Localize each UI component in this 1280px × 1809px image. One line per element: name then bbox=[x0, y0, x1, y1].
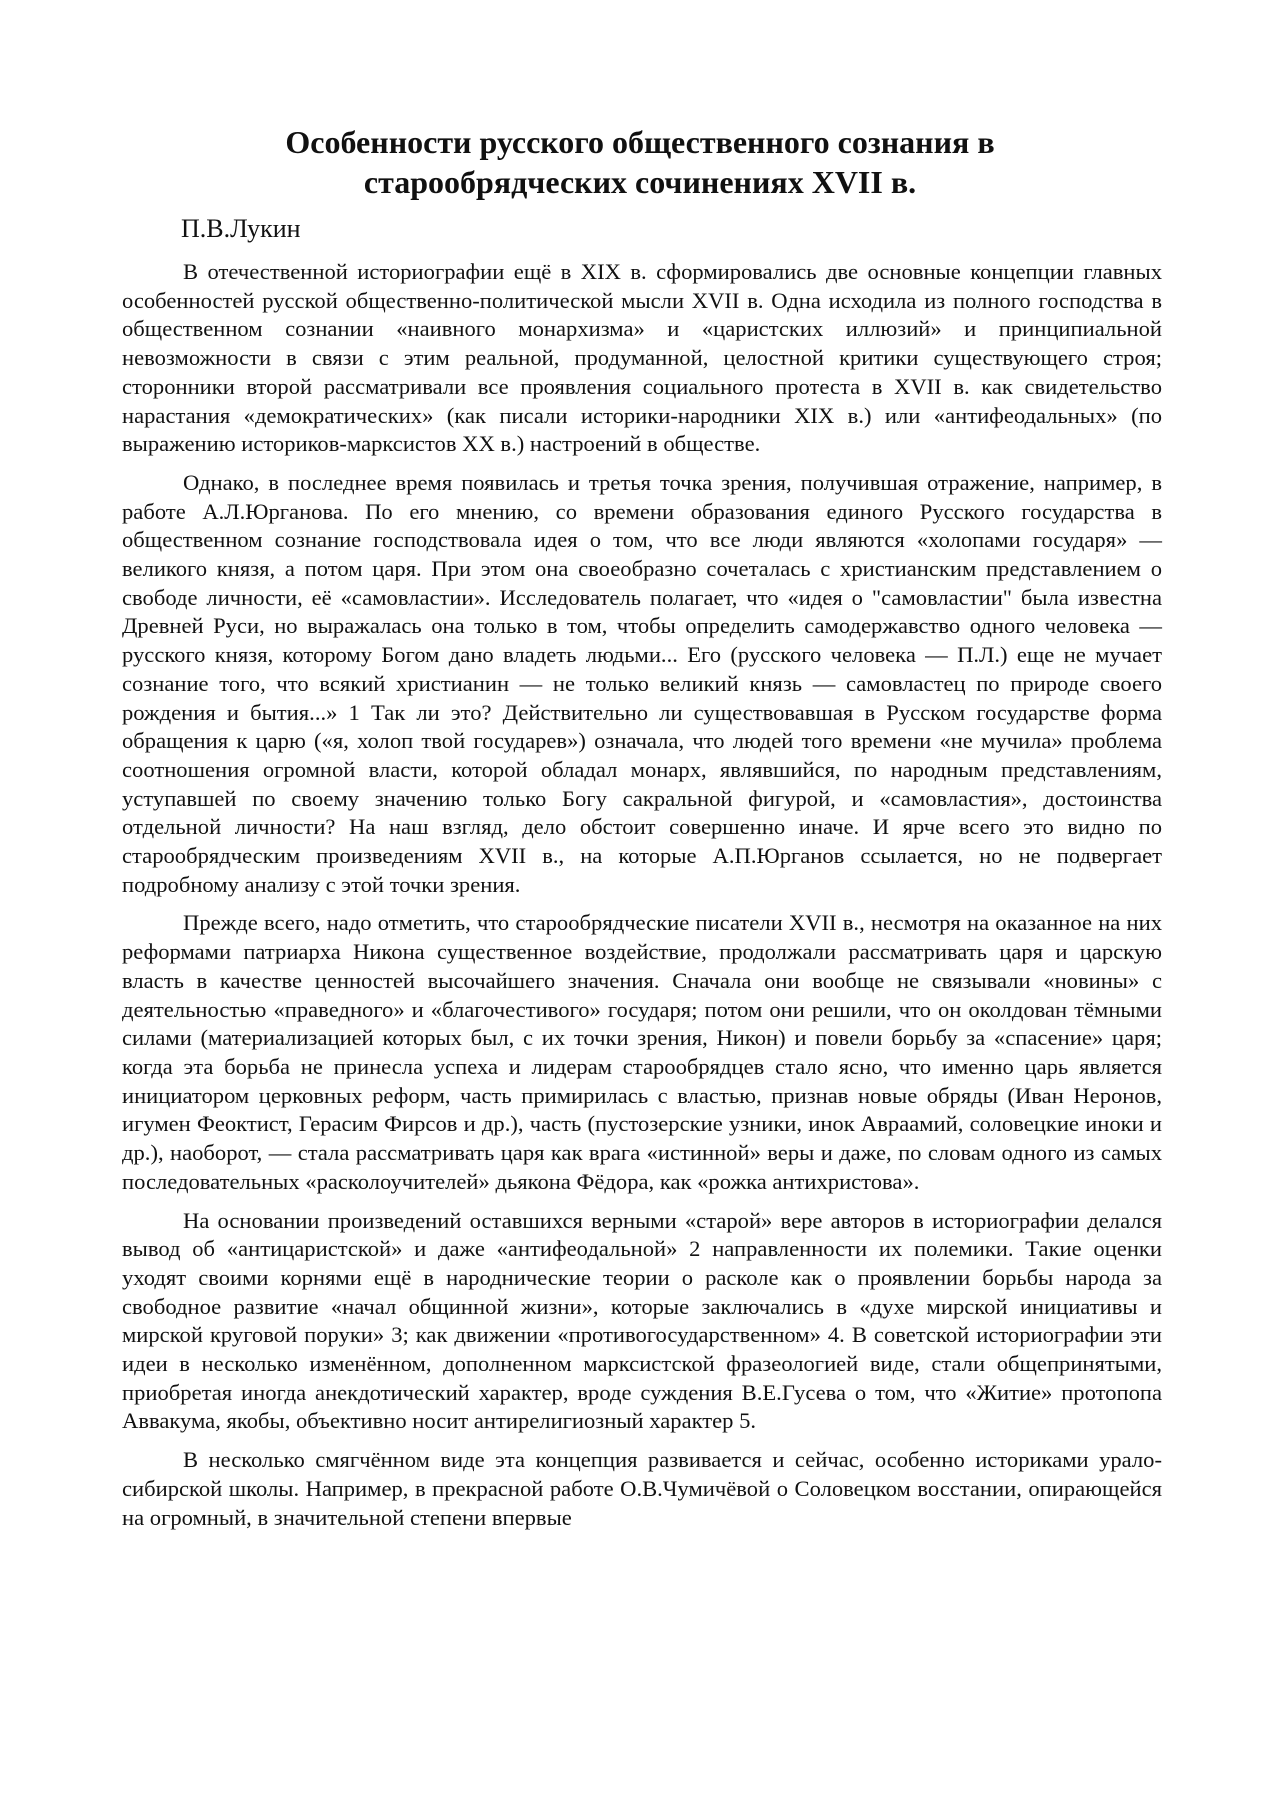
paragraph-4: На основании произведений оставшихся верными «старой» вере авторов в историографии делался вывод об «антицаристской» и даже «антифеодальной» 2 направленности их полемики. Такие оценки уходят своими корнями ещё в народнические теории о расколе как о проявлении борьбы народа за свободное развитие «начал общинной жизни», которые заключались в «духе мирской инициативы и мирской круговой поруки» 3; как движении «противогосударственном» 4. В советской историографии эти идеи в несколько изменённом, дополненном марксистской фразеологией виде, стали общепринятыми, приобретая иногда анекдотический характер, вроде суждения В.Е.Гусева о том, что «Житие» протопопа Аввакума, якобы, объективно носит антирелигиозный характер 5. bbox=[122, 1207, 1162, 1434]
article-title-line-2: старообрядческих сочинениях XVII в. bbox=[363, 164, 917, 200]
article-author: П.В.Лукин bbox=[181, 214, 301, 243]
article-body bbox=[122, 258, 1162, 1542]
paragraph-5: В несколько смягчённом виде эта концепция развивается и сейчас, особенно историками урало-сибирской школы. Например, в прекрасной работе О.В.Чумичёвой о Соловецком восстании, опирающейся на огромный, в значительной степени впервые bbox=[122, 1447, 1162, 1530]
paragraph-1: В отечественной историографии ещё в XIX в. сформировались две основные концепции главных особенностей русской общественно-политической мысли XVII в. Одна исходила из полного господства в общественном сознании «наивного монархизма» и «царистских иллюзий» и принципиальной невозможности в связи с этим реальной, продуманной, целостной критики существующего строя; сторонники второй рассматривали все проявления социального протеста в XVII в. как свидетельство нарастания «демократических» (как писали историки-народники XIX в.) или «антифеодальных» (по выражению историков-марксистов XX в.) настроений в обществе. bbox=[122, 259, 1162, 457]
paragraph-2: Однако, в последнее время появилась и третья точка зрения, получившая отражение, например, в работе А.Л.Юрганова. По его мнению, со времени образования единого Русского государства в общественном сознание господствовала идея о том, что все люди являются «холопами государя» — великого князя, а потом царя. При этом она своеобразно сочеталась с христианским представлением о свободе личности, её «самовластии». Исследователь полагает, что «идея о "самовластии" была известна Древней Руси, но выражалась она только в том, чтобы определить самодержавство одного человека — русского князя, которому Богом дано владеть людьми... Его (русского человека — П.Л.) еще не мучает сознание того, что всякий христианин — не только великий князь — самовластец по природе своего рождения и бытия...» 1 Так ли это? Действительно ли существовавшая в Русском государстве форма обращения к царю («я, холоп твой государев») означала, что людей того времени «не мучила» проблема соотношения огромной власти, которой обладал монарх, являвшийся, по народным представлениям, уступавшей по своему значению только Богу сакральной фигурой, и «самовластия», достоинства отдельной личности? На наш взгляд, дело обстоит совершенно иначе. И ярче всего это видно по старообрядческим произведениям XVII в., на которые А.П.Юрганов ссылается, но не подвергает подробному анализу с этой точки зрения. bbox=[122, 469, 1162, 897]
article-title-line-1: Особенности русского общественного сознания в bbox=[285, 124, 995, 160]
paragraph-3: Прежде всего, надо отметить, что старообрядческие писатели XVII в., несмотря на оказанное на них реформами патриарха Никона существенное воздействие, продолжали рассматривать царя и царскую власть в качестве ценностей высочайшего значения. Сначала они вообще не связывали «новины» с деятельностью «праведного» и «благочестивого» государя; потом они решили, что он околдован тёмными силами (материализацией которых был, с их точки зрения, Никон) и повели борьбу за «спасение» царя; когда эта борьба не принесла успеха и лидерам старообрядцев стало ясно, что именно царь является инициатором церковных реформ, часть примирилась с властью, признав новые обряды (Иван Неронов, игумен Феоктист, Герасим Фирсов и др.), часть (пустозерские узники, инок Авраамий, соловецкие иноки и др.), наоборот, — стала рассматривать царя как врага «истинной» веры и даже, по словам одного из самых последовательных «расколоучителей» дьякона Фёдора, как «рожка антихристова». bbox=[122, 910, 1162, 1194]
article-title bbox=[120, 122, 1160, 202]
